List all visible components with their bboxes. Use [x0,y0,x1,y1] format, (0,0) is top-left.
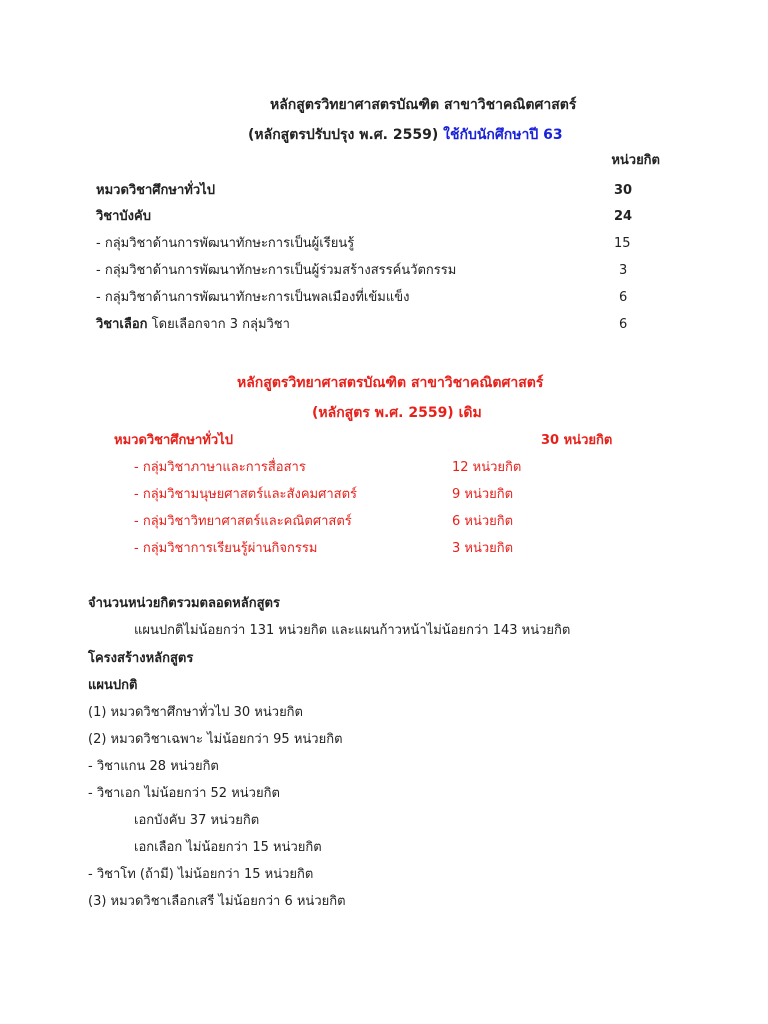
structure-line: เอกบังคับ 37 หน่วยกิต [134,813,260,828]
section2-title: หลักสูตรวิทยาศาสตรบัณฑิต สาขาวิชาคณิตศาสตร์ [237,375,544,391]
section2-subtitle: (หลักสูตร พ.ศ. 2559) เดิม [312,405,482,421]
section1-title: หลักสูตรวิทยาศาสตรบัณฑิต สาขาวิชาคณิตศาสตร์ [270,97,577,113]
list-item-credits: 6 หน่วยกิต [452,514,514,529]
structure-line: - วิชาแกน 28 หน่วยกิต [88,759,219,774]
structure-line: (3) หมวดวิชาเลือกเสรี ไม่น้อยกว่า 6 หน่วยกิต [88,894,346,909]
total-text: แผนปกติไม่น้อยกว่า 131 หน่วยกิต และแผนก้าวหน้าไม่น้อยกว่า 143 หน่วยกิต [134,623,571,638]
list-item-credits: 3 หน่วยกิต [452,541,514,556]
elective-credits: 6 [619,317,628,332]
compulsory-credits: 24 [614,209,633,224]
list-item: - กลุ่มวิชาวิทยาศาสตร์และคณิตศาสตร์ [134,514,352,529]
list-item: - กลุ่มวิชาด้านการพัฒนาทักษะการเป็นผู้เรียนรู้ [96,236,355,251]
elective-line [96,314,290,336]
structure-line: เอกเลือก ไม่น้อยกว่า 15 หน่วยกิต [134,840,322,855]
list-item-credits: 15 [614,236,631,251]
list-item-credits: 6 [619,290,628,305]
structure-line: - วิชาโท (ถ้ามี) ไม่น้อยกว่า 15 หน่วยกิต [88,867,314,882]
section1-subtitle-black: (หลักสูตรปรับปรุง พ.ศ. 2559) [248,127,439,143]
structure-line: (1) หมวดวิชาศึกษาทั่วไป 30 หน่วยกิต [88,705,303,720]
structure-line: - วิชาเอก ไม่น้อยกว่า 52 หน่วยกิต [88,786,280,801]
list-item: - กลุ่มวิชาด้านการพัฒนาทักษะการเป็นพลเมืองที่เข้มแข็ง [96,290,410,305]
section1-subtitle [248,124,563,146]
list-item-credits: 9 หน่วยกิต [452,487,514,502]
section2-general-credits: 30 หน่วยกิต [541,433,613,448]
list-item-credits: 3 [619,263,628,278]
list-item-credits: 12 หน่วยกิต [452,460,522,475]
section2-general-label: หมวดวิชาศึกษาทั่วไป [114,433,233,448]
general-label: หมวดวิชาศึกษาทั่วไป [96,183,215,198]
total-heading: จำนวนหน่วยกิตรวมตลอดหลักสูตร [88,596,280,611]
plan-heading: แผนปกติ [88,678,138,693]
unit-header: หน่วยกิต [611,153,660,168]
structure-heading: โครงสร้างหลักสูตร [88,651,194,666]
section1-subtitle-blue: ใช้กับนักศึกษาปี 63 [438,127,563,143]
compulsory-label: วิชาบังคับ [96,209,151,224]
list-item: - กลุ่มวิชาภาษาและการสื่อสาร [134,460,306,475]
list-item: - กลุ่มวิชาด้านการพัฒนาทักษะการเป็นผู้ร่วมสร้างสรรค์นวัตกรรม [96,263,457,278]
structure-line: (2) หมวดวิชาเฉพาะ ไม่น้อยกว่า 95 หน่วยกิต [88,732,343,747]
list-item: - กลุ่มวิชาการเรียนรู้ผ่านกิจกรรม [134,541,318,556]
elective-rest: โดยเลือกจาก 3 กลุ่มวิชา [147,317,290,332]
general-credits: 30 [614,183,633,198]
elective-bold: วิชาเลือก [96,317,148,332]
list-item: - กลุ่มวิชามนุษยศาสตร์และสังคมศาสตร์ [134,487,357,502]
